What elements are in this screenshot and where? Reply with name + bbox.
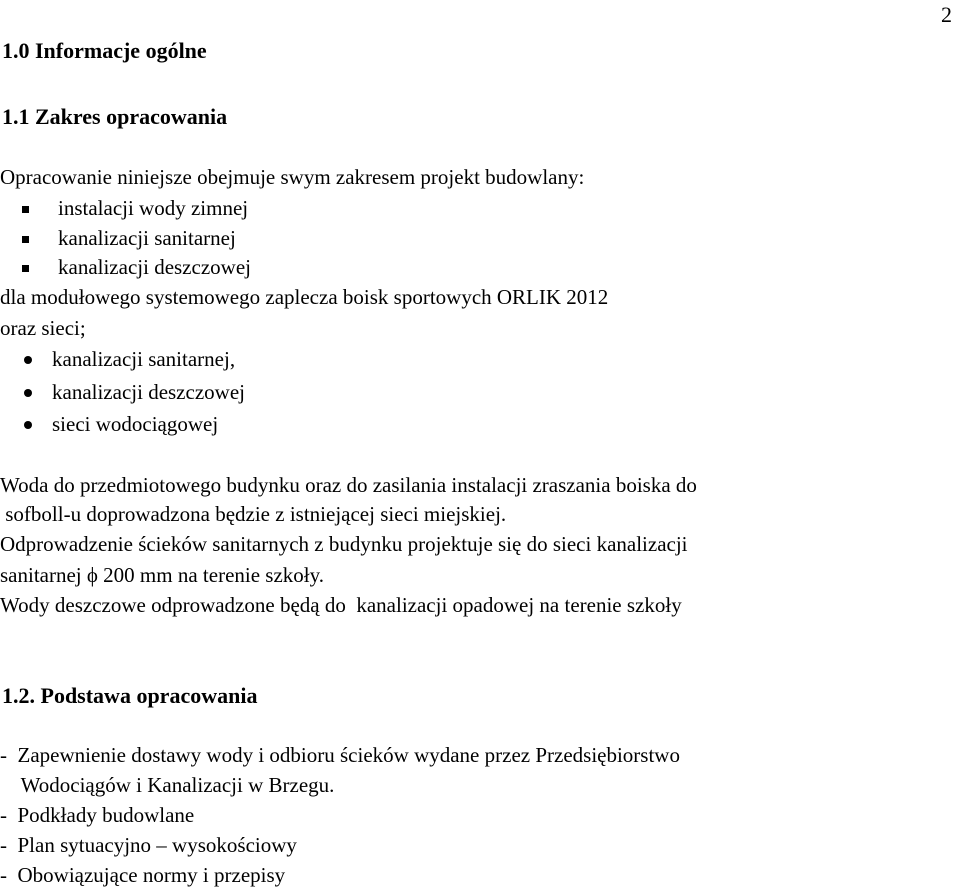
installation-item: instalacji wody zimnej bbox=[58, 196, 249, 220]
basis-item: - Podkłady budowlane bbox=[0, 803, 195, 827]
network-item: kanalizacji sanitarnej, bbox=[52, 347, 236, 371]
square-bullet-icon bbox=[22, 206, 29, 213]
round-bullet-icon bbox=[24, 389, 32, 397]
basis-item: - Obowiązujące normy i przepisy bbox=[0, 863, 286, 887]
installation-item: kanalizacji sanitarnej bbox=[58, 226, 236, 250]
body-line: sofboll-u doprowadzona będzie z istniejącej sieci miejskiej. bbox=[0, 502, 507, 526]
heading-1-2: 1.2. Podstawa opracowania bbox=[2, 683, 258, 708]
basis-item: Wodociągów i Kanalizacji w Brzegu. bbox=[0, 773, 335, 797]
body-line: Wody deszczowe odprowadzone będą do kanalizacji opadowej na terenie szkoły bbox=[0, 593, 682, 617]
basis-item: - Plan sytuacyjno – wysokościowy bbox=[0, 833, 297, 857]
heading-1-0: 1.0 Informacje ogólne bbox=[2, 38, 207, 63]
body-line: Woda do przedmiotowego budynku oraz do zasilania instalacji zraszania boiska do bbox=[0, 473, 697, 497]
heading-1-1: 1.1 Zakres opracowania bbox=[2, 104, 228, 129]
intro-paragraph: Opracowanie niniejsze obejmuje swym zakresem projekt budowlany: bbox=[0, 165, 585, 189]
round-bullet-icon bbox=[24, 356, 32, 364]
square-bullet-icon bbox=[22, 236, 29, 243]
network-item: sieci wodociągowej bbox=[52, 412, 219, 436]
square-bullet-icon bbox=[22, 265, 29, 272]
round-bullet-icon bbox=[24, 421, 32, 429]
networks-intro: oraz sieci; bbox=[0, 316, 86, 340]
installation-item: kanalizacji deszczowej bbox=[58, 255, 251, 279]
for-line: dla modułowego systemowego zaplecza boisk sportowych ORLIK 2012 bbox=[0, 285, 609, 309]
basis-item: - Zapewnienie dostawy wody i odbioru ścieków wydane przez Przedsiębiorstwo bbox=[0, 743, 680, 767]
page-number: 2 bbox=[941, 2, 952, 27]
body-line: sanitarnej ϕ 200 mm na terenie szkoły. bbox=[0, 563, 325, 587]
network-item: kanalizacji deszczowej bbox=[52, 380, 245, 404]
body-line: Odprowadzenie ścieków sanitarnych z budynku projektuje się do sieci kanalizacji bbox=[0, 532, 688, 556]
